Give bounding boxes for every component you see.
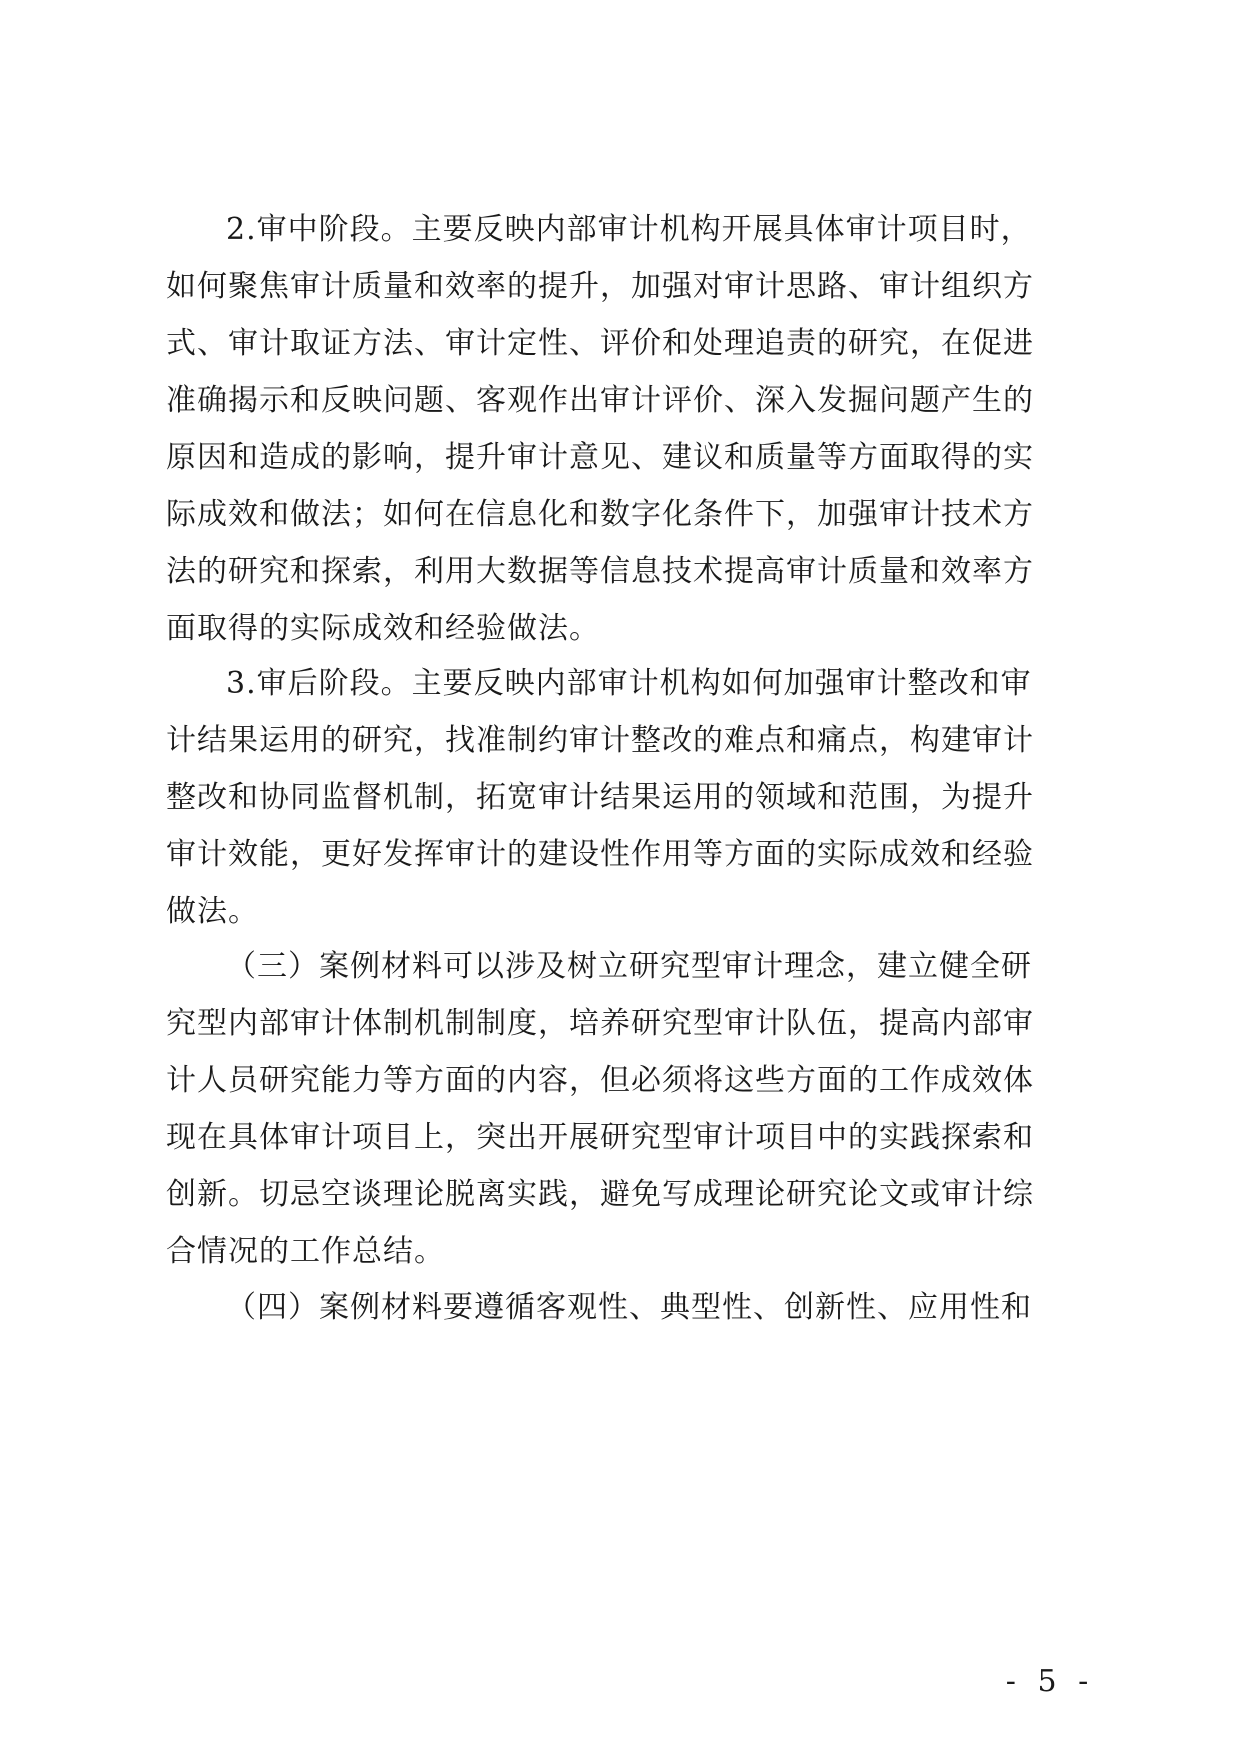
text-line: 创新。切忌空谈理论脱离实践，避免写成理论研究论文或审计综 [166, 1177, 1034, 1212]
text-line: 2.审中阶段。主要反映内部审计机构开展具体审计项目时， [226, 212, 1032, 247]
text-line: 面取得的实际成效和经验做法。 [166, 611, 600, 646]
text-line: 现在具体审计项目上，突出开展研究型审计项目中的实践探索和 [166, 1120, 1034, 1155]
text-line: （四）案例材料要遵循客观性、典型性、创新性、应用性和 [226, 1290, 1032, 1325]
text-line: 如何聚焦审计质量和效率的提升，加强对审计思路、审计组织方 [166, 269, 1034, 304]
text-line: 合情况的工作总结。 [166, 1234, 445, 1269]
text-line: 法的研究和探索，利用大数据等信息技术提高审计质量和效率方 [166, 554, 1034, 589]
text-line: 原因和造成的影响，提升审计意见、建议和质量等方面取得的实 [166, 440, 1034, 475]
text-line: 整改和协同监督机制，拓宽审计结果运用的领域和范围，为提升 [166, 780, 1034, 815]
text-line: 准确揭示和反映问题、客观作出审计评价、深入发掘问题产生的 [166, 383, 1034, 418]
text-line: 究型内部审计体制机制制度，培养研究型审计队伍，提高内部审 [166, 1006, 1034, 1041]
text-line: 审计效能，更好发挥审计的建设性作用等方面的实际成效和经验 [166, 837, 1034, 872]
page-number: - 5 - [1005, 1664, 1095, 1699]
text-line: 计结果运用的研究，找准制约审计整改的难点和痛点，构建审计 [166, 723, 1034, 758]
text-line: 做法。 [166, 894, 259, 929]
text-line: 计人员研究能力等方面的内容，但必须将这些方面的工作成效体 [166, 1063, 1034, 1098]
text-line: 式、审计取证方法、审计定性、评价和处理追责的研究，在促进 [166, 326, 1034, 361]
text-line: （三）案例材料可以涉及树立研究型审计理念，建立健全研 [226, 949, 1032, 984]
text-line: 际成效和做法；如何在信息化和数字化条件下，加强审计技术方 [166, 497, 1034, 532]
text-line: 3.审后阶段。主要反映内部审计机构如何加强审计整改和审 [226, 666, 1032, 701]
